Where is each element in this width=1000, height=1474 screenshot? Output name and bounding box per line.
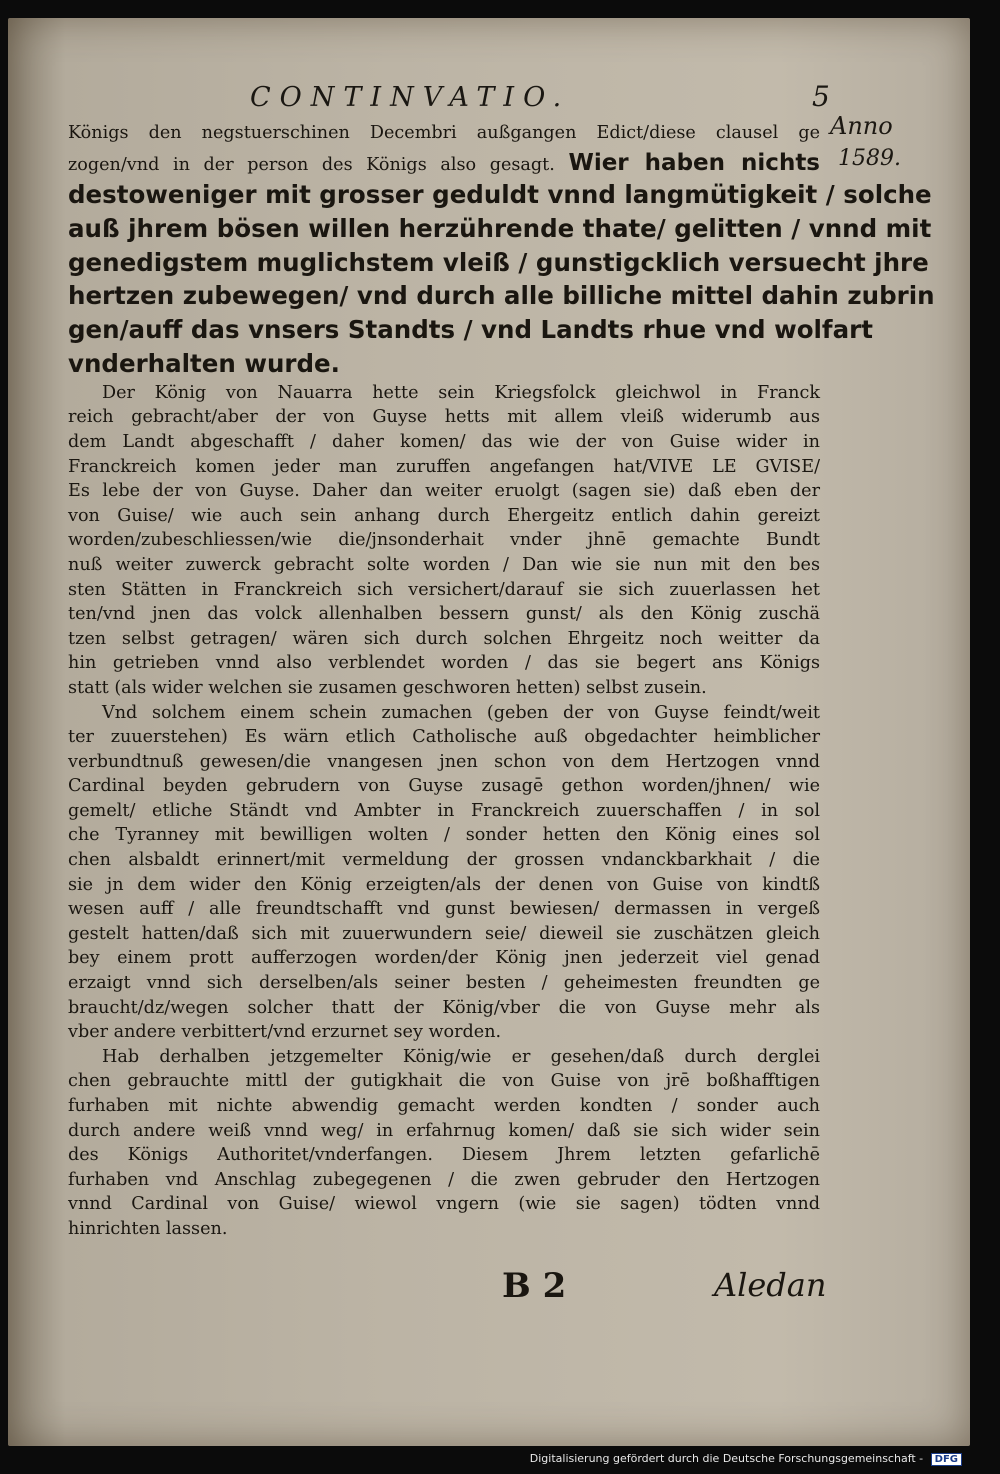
text-line: vnderhalten wurde. <box>68 348 340 378</box>
text-line: ten/vnd jnen das volck allenhalben bessern gunst/ als den König zuschä <box>68 604 820 625</box>
text-line: sten Stätten in Franckreich sich versichert/darauf sie sich zuuerlassen het <box>68 579 820 600</box>
text-line: dem Landt abgeschafft / daher komen/ das wie der von Guise wider in <box>68 431 820 452</box>
text-line: nuß weiter zuwerck gebracht solte worden / Dan wie sie nun mit den bes <box>68 554 820 575</box>
text-line: tzen selbst getragen/ wären sich durch solchen Ehrgeitz noch weitter da <box>68 628 820 649</box>
margin-note-anno: Anno <box>830 112 893 140</box>
signature-mark: B 2 <box>502 1266 567 1306</box>
text-line: gemelt/ etliche Ständt vnd Ambter in Franckreich zuuerschaffen / in sol <box>68 800 820 821</box>
catchword: Aledan <box>714 1266 827 1304</box>
text-line <box>68 118 820 148</box>
text-line: chen alsbaldt erinnert/mit vermeldung der grossen vndanckbarkhait / die <box>68 850 820 871</box>
text-line: vber andere verbittert/vnd erzurnet sey worden. <box>68 1022 502 1043</box>
text-line: Es lebe der von Guyse. Daher dan weiter eruolgt (sagen sie) daß eben der <box>68 481 820 502</box>
text-line: des Königs Authoritet/vnderfangen. Diesem Jhrem letzten gefarlichē <box>68 1145 820 1166</box>
text-line: hin getrieben vnnd also verblendet worden / das sie begert ans Königs <box>68 653 820 674</box>
footer-text: Digitalisierung gefördert durch die Deutsche Forschungsgemeinschaft - <box>529 1452 924 1465</box>
text-line: gestelt hatten/daß sich mit zuuerwundern seie/ dieweil sie zuschätzen gleich <box>68 923 820 944</box>
text-line-part: zogen/vnd in der person des Königs also gesagt. <box>68 155 569 175</box>
text-line: gen/auff das vnsers Standts / vnd Landts rhue vnd wolfart <box>68 315 873 345</box>
running-head: CONTINVATIO. <box>250 82 571 113</box>
text-line: erzaigt vnnd sich derselben/als seiner besten / geheimesten freundten ge <box>68 973 820 994</box>
text-line: sie jn dem wider den König erzeigten/als der denen von Guise von kindtß <box>68 874 820 895</box>
margin-note-year: 1589. <box>838 146 901 171</box>
text-line: auß jhrem bösen willen herzührende thate/ gelitten / vnnd mit <box>68 213 932 243</box>
text-line: hinrichten lassen. <box>68 1218 228 1239</box>
text-line: furhaben mit nichte abwendig gemacht werden kondten / sonder auch <box>68 1096 820 1116</box>
text-line: bey einem prott aufferzogen worden/der König jnen jederzeit viel genad <box>68 948 820 969</box>
text-line: reich gebracht/aber der von Guyse hetts mit allem vleiß widerumb aus <box>68 407 820 428</box>
text-line: Vnd solchem einem schein zumachen (geben der von Guyse feindt/weit <box>102 702 820 723</box>
text-line: Franckreich komen jeder man zuruffen angefangen hat/VIVE LE GVISE/ <box>68 456 820 477</box>
text-line: Der König von Nauarra hette sein Kriegsfolck gleichwol in Franck <box>102 382 820 403</box>
text-line: wesen auff / alle freundtschafft vnd gunst bewiesen/ dermassen in vergeß <box>68 899 820 920</box>
text-line: von Guise/ wie auch sein anhang durch Ehergeitz entlich dahin gereizt <box>68 505 820 526</box>
text-line-part: Königs den negstuerschinen Decembri außgangen Edict/diese clausel ge <box>68 123 820 143</box>
text-line: vnnd Cardinal von Guise/ wiewol vngern (wie sie sagen) tödten vnnd <box>68 1194 820 1215</box>
text-line: furhaben vnd Anschlag zubegegenen / die zwen gebruder den Hertzogen <box>68 1169 820 1190</box>
text-line: verbundtnuß gewesen/die vnangesen jnen schon von dem Hertzogen vnnd <box>68 751 820 772</box>
dfg-logo-icon: DFG <box>931 1453 962 1466</box>
text-line: statt (als wider welchen sie zusamen geschworen hetten) selbst zusein. <box>68 677 707 698</box>
text-line: Cardinal beyden gebrudern von Guyse zusagē gethon worden/jhnen/ wie <box>68 776 820 797</box>
text-line: braucht/dz/wegen solcher thatt der König/vber die von Guyse mehr als <box>68 997 820 1018</box>
text-line: durch andere weiß vnnd weg/ in erfahrnug komen/ daß sie sich wider sein <box>68 1120 820 1141</box>
text-line: Hab derhalben jetzgemelter König/wie er gesehen/daß durch derglei <box>102 1046 820 1067</box>
text-line: chen gebrauchte mittl der gutigkhait die von Guise von jrē boßhafftigen <box>68 1071 820 1092</box>
text-line-emphasis: Wier haben nichts <box>568 150 821 176</box>
text-line: ter zuuerstehen) Es wärn etlich Catholische auß obgedachter heimblicher <box>68 727 820 748</box>
text-line: hertzen zubewegen/ vnd durch alle billiche mittel dahin zubrin <box>68 281 935 311</box>
text-line: worden/zubeschliessen/wie die/jnsonderhait vnder jhnē gemachte Bundt <box>68 530 820 551</box>
digitization-footer <box>530 1452 962 1466</box>
text-line: che Tyranney mit bewilligen wolten / sonder hetten den König eines sol <box>68 825 820 846</box>
text-line: destoweniger mit grosser geduldt vnnd langmütigkeit / solche <box>68 180 932 209</box>
text-line <box>68 148 820 178</box>
page-number: 5 <box>812 80 830 113</box>
text-line: genedigstem muglichstem vleiß / gunstigcklich versuecht jhre <box>68 247 929 277</box>
